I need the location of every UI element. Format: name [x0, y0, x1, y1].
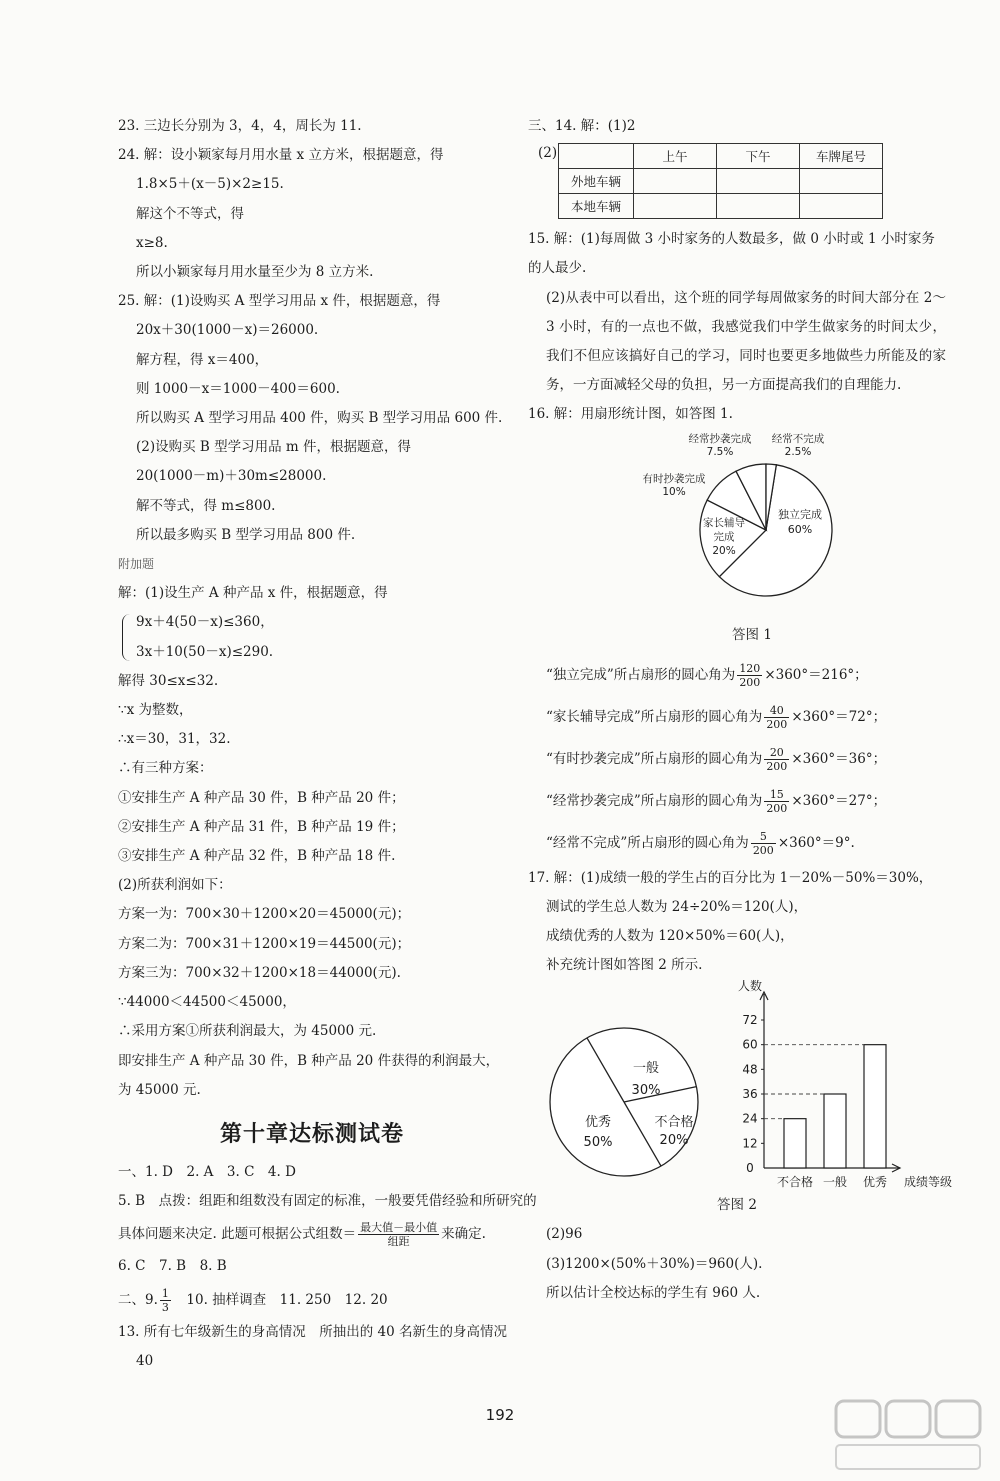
table-label: (2) — [538, 145, 558, 162]
bar — [864, 1045, 886, 1168]
angle-result: ×360°＝72°； — [791, 708, 887, 725]
q25-line: 解方程，得 x＝400， — [136, 351, 269, 368]
y-tick-label: 0 — [746, 1161, 754, 1176]
pie-value: 2.5% — [784, 445, 812, 458]
figure-1-caption: 答图 1 — [732, 626, 772, 643]
chapter-title: 第十章达标测试卷 — [219, 1121, 404, 1147]
pie-value: 20% — [712, 544, 736, 557]
q13-answer-b: 40 — [136, 1352, 154, 1369]
q24-line: x≥8. — [136, 234, 168, 251]
q17-line: 成绩优秀的人数为 120×50%＝60(人)， — [546, 928, 794, 945]
y-tick-label: 24 — [742, 1112, 758, 1127]
angle-text: “家长辅导完成”所占扇形的圆心角为 — [546, 708, 763, 725]
figure-2-charts — [528, 979, 953, 1190]
fraction-numerator: 5 — [751, 830, 776, 844]
fraction-denominator: 组距 — [387, 1235, 410, 1249]
angle-fraction — [764, 788, 789, 815]
q25-line: 解不等式，得 m≤800. — [136, 497, 276, 514]
section-two-answers — [118, 1282, 506, 1318]
fraction-numerator: 20 — [764, 746, 789, 760]
angle-line — [528, 654, 946, 696]
x-tick-label: 一般 — [822, 1175, 848, 1190]
right-column — [528, 112, 953, 1308]
q25-line: 25. 解：(1)设购买 A 型学习用品 x 件，根据题意，得 — [118, 293, 441, 310]
pie2-value: 20% — [659, 1133, 689, 1149]
angle-text: “经常抄袭完成”所占扇形的圆心角为 — [546, 792, 763, 809]
extra-line: ②安排生产 A 种产品 31 件，B 种产品 19 件； — [118, 818, 405, 835]
x-tick-label: 优秀 — [862, 1175, 888, 1190]
table-row-label: 本地车辆 — [559, 194, 634, 219]
q678-answers: 6. C 7. B 8. B — [118, 1258, 227, 1275]
angle-result: ×360°＝216°； — [764, 666, 868, 683]
table-row — [559, 169, 883, 194]
table-header-cell — [559, 144, 634, 169]
q5-line: 5. B 点拨：组距和组数没有固定的标准，一般要凭借经验和所研究的 — [118, 1193, 537, 1210]
group-count-fraction — [358, 1221, 439, 1248]
q15-answer: 15. 解：(1)每周做 3 小时家务的人数最多，做 0 小时或 1 小时家务的人最少. — [528, 231, 935, 277]
q5-formula-line — [118, 1216, 506, 1252]
q24-line: 1.8×5＋(x－5)×2≥15. — [136, 176, 284, 193]
q25-line: 20x＋30(1000－x)＝26000. — [136, 322, 319, 339]
angle-list — [528, 654, 946, 864]
table-cell — [800, 169, 883, 194]
fraction-numerator: 15 — [764, 788, 789, 802]
s2-rest: 10. 抽样调查 11. 250 12. 20 — [186, 1291, 388, 1308]
q24-line: 解这个不等式，得 — [136, 205, 244, 222]
q24-line: 24. 解：设小颖家每月用水量 x 立方米，根据题意，得 — [118, 147, 444, 164]
angle-fraction — [764, 746, 789, 773]
fraction-numerator: 40 — [764, 704, 789, 718]
pie2-value: 50% — [583, 1135, 613, 1151]
angle-text: “有时抄袭完成”所占扇形的圆心角为 — [546, 750, 763, 767]
angle-fraction — [751, 830, 776, 857]
angle-fraction — [764, 704, 789, 731]
extra-line: ③安排生产 A 种产品 32 件，B 种产品 18 件. — [118, 848, 396, 865]
pie2-label: 一般 — [632, 1061, 660, 1077]
x-axis-label: 成绩等级 — [903, 1175, 953, 1190]
q5-text: 具体问题来决定. 此题可根据公式组数＝ — [118, 1226, 357, 1243]
fraction-denominator: 200 — [766, 717, 788, 731]
figure-2-caption: 答图 2 — [717, 1197, 757, 1214]
angle-line — [528, 822, 946, 864]
q17-line: (3)1200×(50%＋30%)＝960(人). — [546, 1255, 763, 1272]
y-tick-label: 60 — [742, 1038, 758, 1053]
extra-line: ∵44000＜44500＜45000， — [118, 994, 296, 1011]
q25-line: 20(1000－m)＋30m≤28000. — [136, 468, 327, 485]
fraction-denominator: 3 — [161, 1300, 169, 1314]
q9-fraction — [160, 1287, 171, 1314]
inequality-line: 9x＋4(50－x)≤360， — [136, 614, 274, 631]
extra-line: ∴x＝30，31，32. — [118, 731, 231, 748]
fraction-numerator: 最大值－最小值 — [360, 1221, 438, 1235]
pie-chart-figure-1 — [528, 430, 946, 620]
q17-line: 17. 解：(1)成绩一般的学生占的百分比为 1－20%－50%＝30%， — [528, 869, 933, 886]
inequality-system — [118, 608, 506, 666]
fraction-denominator: 200 — [766, 759, 788, 773]
pie-value: 10% — [662, 485, 686, 498]
table-cell — [717, 169, 800, 194]
q5-tail: 来确定. — [441, 1226, 486, 1243]
angle-result: ×360°＝27°； — [791, 792, 887, 809]
fraction-numerator: 1 — [161, 1286, 169, 1300]
pie-label: 家长辅导 — [703, 516, 745, 529]
table-header-cell: 下午 — [717, 144, 800, 169]
q15-answer-b: (2)从表中可以看出，这个班的同学每周做家务的时间大部分在 2～3 小时，有的一点也不做，我感觉我们中学生做家务的时间太少，我们不但应该搞好自己的学习，同时也要更多地做些力所能及的家务，一方面减轻父母的负担，另一方面提高我们的自理能力. — [546, 289, 946, 394]
extra-question-label: 附加题 — [118, 557, 155, 572]
s2-label: 二、9. — [118, 1291, 158, 1308]
table-cell — [800, 194, 883, 219]
q17-line: 测试的学生总人数为 24÷20%＝120(人)， — [546, 898, 808, 915]
y-tick-label: 12 — [742, 1136, 758, 1151]
pie-label: 经常抄袭完成 — [688, 432, 752, 445]
pie-label: 经常不完成 — [771, 432, 825, 445]
pie-label: 独立完成 — [778, 507, 822, 521]
table-cell — [634, 194, 717, 219]
q17-line: 补充统计图如答图 2 所示. — [546, 957, 703, 974]
q13-answer: 13. 所有七年级新生的身高情况 所抽出的 40 名新生的身高情况 — [118, 1323, 508, 1340]
extra-line: 方案三为：700×32＋1200×18＝44000(元). — [118, 964, 401, 981]
extra-line: ∴有三种方案： — [118, 760, 213, 777]
q17-line: (2)96 — [546, 1226, 583, 1243]
extra-line: (2)所获利润如下： — [118, 877, 232, 894]
y-tick-label: 48 — [742, 1062, 758, 1077]
fraction-denominator: 200 — [766, 801, 788, 815]
inequality-line: 3x＋10(50－x)≤290. — [136, 643, 274, 660]
table-row — [559, 194, 883, 219]
pie2-value: 30% — [631, 1083, 661, 1099]
pie-value: 60% — [787, 522, 813, 536]
angle-result: ×360°＝9°. — [777, 834, 855, 851]
angle-line — [528, 780, 946, 822]
extra-line: ①安排生产 A 种产品 30 件，B 种产品 20 件； — [118, 789, 405, 806]
table-cell — [717, 194, 800, 219]
table-header-cell: 车牌尾号 — [800, 144, 883, 169]
q16-answer: 16. 解：用扇形统计图，如答图 1. — [528, 406, 733, 423]
pie2-label: 优秀 — [584, 1115, 612, 1131]
y-tick-label: 36 — [742, 1087, 758, 1102]
fraction-denominator: 200 — [739, 675, 761, 689]
angle-result: ×360°＝36°； — [791, 750, 887, 767]
table-header-row — [559, 144, 883, 169]
pie-label: 完成 — [713, 530, 735, 543]
y-tick-label: 72 — [742, 1013, 758, 1028]
table-row-label: 外地车辆 — [559, 169, 634, 194]
q25-line: 所以购买 A 型学习用品 400 件，购买 B 型学习用品 600 件. — [136, 410, 503, 427]
extra-conclusion: 即安排生产 A 种产品 30 件，B 种产品 20 件获得的利润最大，为 45000 元. — [118, 1052, 500, 1098]
extra-line: ∵x 为整数， — [118, 702, 193, 719]
bar — [784, 1119, 806, 1168]
q25-line: (2)设购买 B 型学习用品 m 件，根据题意，得 — [136, 439, 412, 456]
watermark-logo — [828, 1395, 988, 1475]
q17-line: 所以估计全校达标的学生有 960 人. — [546, 1284, 761, 1301]
angle-text: “经常不完成”所占扇形的圆心角为 — [546, 834, 749, 851]
q25-line: 则 1000－x＝1000－400＝600. — [136, 380, 340, 397]
left-column — [118, 112, 537, 1376]
bar — [824, 1094, 846, 1168]
angle-line — [528, 738, 946, 780]
pie-value: 7.5% — [706, 445, 734, 458]
x-tick-label: 不合格 — [776, 1175, 814, 1190]
q25-line: 所以最多购买 B 型学习用品 800 件. — [136, 526, 356, 543]
fraction-denominator: 200 — [752, 843, 774, 857]
q14-table-block — [528, 143, 946, 219]
angle-text: “独立完成”所占扇形的圆心角为 — [546, 666, 736, 683]
q24-line: 所以小颖家每月用水量至少为 8 立方米. — [136, 264, 374, 281]
page-number: 192 — [485, 1406, 515, 1424]
extra-line: 方案一为：700×30＋1200×20＝45000(元)； — [118, 906, 411, 923]
extra-line: 解得 30≤x≤32. — [118, 672, 219, 689]
table-header-cell: 上午 — [634, 144, 717, 169]
pie2-label: 不合格 — [654, 1115, 694, 1131]
y-axis-label: 人数 — [737, 979, 763, 994]
extra-line: 方案二为：700×31＋1200×19＝44500(元)； — [118, 935, 411, 952]
fraction-numerator: 120 — [739, 661, 761, 675]
angle-line — [528, 696, 946, 738]
extra-line: ∴采用方案①所获利润最大，为 45000 元. — [118, 1023, 377, 1040]
angle-fraction — [737, 662, 762, 689]
vehicle-table — [558, 143, 883, 219]
table-cell — [634, 169, 717, 194]
section-three-q14: 三、14. 解：(1)2 — [528, 118, 636, 134]
extra-intro: 解：(1)设生产 A 种产品 x 件，根据题意，得 — [118, 585, 388, 602]
pie-label: 有时抄袭完成 — [642, 472, 706, 485]
q23-answer: 23. 三边长分别为 3，4，4，周长为 11. — [118, 118, 362, 134]
section-one-answers: 一、1. D 2. A 3. C 4. D — [118, 1163, 296, 1180]
